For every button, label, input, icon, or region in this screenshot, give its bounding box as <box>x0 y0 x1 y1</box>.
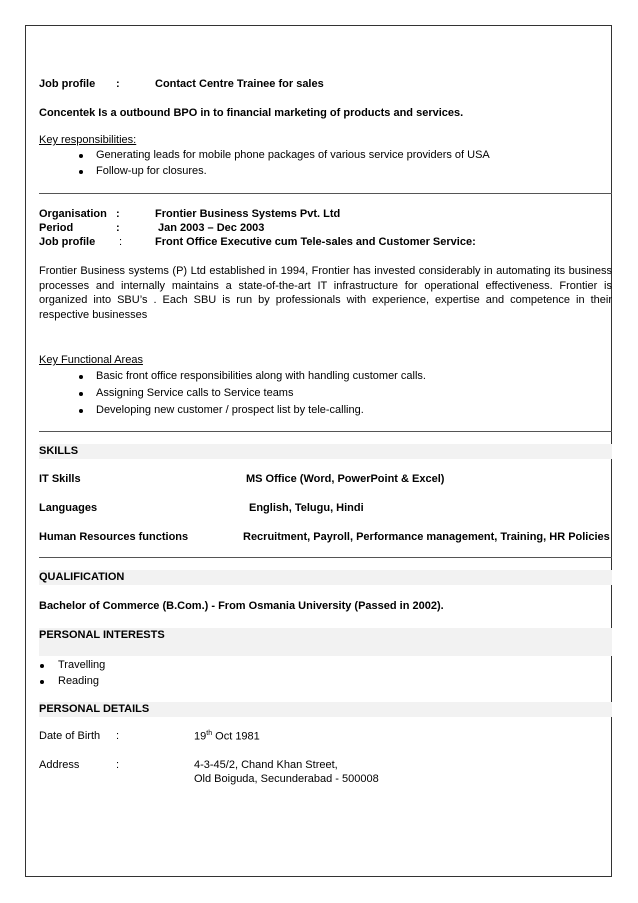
job-profile-value-2: Front Office Executive cum Tele-sales and Customer Service: <box>155 236 476 248</box>
organisation-colon: : <box>116 208 120 220</box>
list-item: Travelling <box>58 659 106 671</box>
skills-value: Recruitment, Payroll, Performance management, Training, HR Policies <box>243 531 610 543</box>
functional-areas-heading: Key Functional Areas <box>39 354 143 366</box>
dob-rest: Oct 1981 <box>212 730 260 743</box>
responsibilities-heading: Key responsibilities: <box>39 134 137 146</box>
list-item: Assigning Service calls to Service teams <box>96 387 294 399</box>
job-profile-label: Job profile <box>39 78 96 90</box>
bullet-icon <box>40 664 44 668</box>
bullet-icon <box>79 154 83 158</box>
qualification-heading: QUALIFICATION <box>39 571 125 583</box>
address-line-2: Old Boiguda, Secunderabad - 500008 <box>194 773 379 785</box>
company-description: Concentek Is a outbound BPO in to financial marketing of products and services. <box>39 107 464 119</box>
organisation-label: Organisation <box>39 208 107 220</box>
dob-colon: : <box>116 730 120 742</box>
period-label: Period <box>39 222 74 234</box>
skills-value: English, Telugu, Hindi <box>249 502 364 514</box>
period-colon: : <box>116 222 120 234</box>
skills-band <box>39 444 612 459</box>
list-item: Follow-up for closures. <box>96 165 207 177</box>
personal-heading: PERSONAL DETAILS <box>39 703 150 715</box>
dob-label: Date of Birth <box>39 730 101 742</box>
skills-label: Languages <box>39 502 98 514</box>
dob-suffix: th <box>206 730 213 737</box>
skills-heading: SKILLS <box>39 445 79 457</box>
bullet-icon <box>79 170 83 174</box>
bullet-icon <box>79 392 83 396</box>
skills-label: IT Skills <box>39 473 81 485</box>
bullet-icon <box>79 375 83 379</box>
organisation-value: Frontier Business Systems Pvt. Ltd <box>155 208 341 220</box>
section-divider <box>39 193 612 194</box>
company-paragraph: Frontier Business systems (P) Ltd established in 1994, Frontier has invested considerably in automating its business processes and internally maintains a state-of-the-art IT infrastructure for operational effectiveness. Frontier is organized into SBU’s . Each SBU is run by professionals with experience, expertise and competence in their respective businesses <box>39 265 612 321</box>
qualification-band <box>39 570 612 585</box>
bullet-icon <box>79 409 83 413</box>
bullet-icon <box>40 680 44 684</box>
section-divider <box>39 557 612 558</box>
dob-day: 19 <box>194 730 207 743</box>
list-item: Developing new customer / prospect list by tele-calling. <box>96 404 364 416</box>
skills-label: Human Resources functions <box>39 531 189 543</box>
address-line-1: 4-3-45/2, Chand Khan Street, <box>194 759 338 771</box>
skills-value: MS Office (Word, PowerPoint & Excel) <box>246 473 445 485</box>
interests-heading: PERSONAL INTERESTS <box>39 629 165 641</box>
period-value: Jan 2003 – Dec 2003 <box>158 222 265 234</box>
dob-value <box>194 730 260 743</box>
resume-page <box>25 25 612 877</box>
job-profile-label-2: Job profile <box>39 236 96 248</box>
job-profile-colon: : <box>116 78 120 90</box>
address-colon: : <box>116 759 120 771</box>
job-profile-colon-2: : <box>119 236 123 248</box>
list-item: Basic front office responsibilities along with handling customer calls. <box>96 370 426 382</box>
job-profile-value: Contact Centre Trainee for sales <box>155 78 324 90</box>
list-item: Generating leads for mobile phone packages of various service providers of USA <box>96 149 490 161</box>
qualification-text: Bachelor of Commerce (B.Com.) - From Osmania University (Passed in 2002). <box>39 600 444 612</box>
address-label: Address <box>39 759 80 771</box>
section-divider <box>39 431 612 432</box>
list-item: Reading <box>58 675 99 687</box>
